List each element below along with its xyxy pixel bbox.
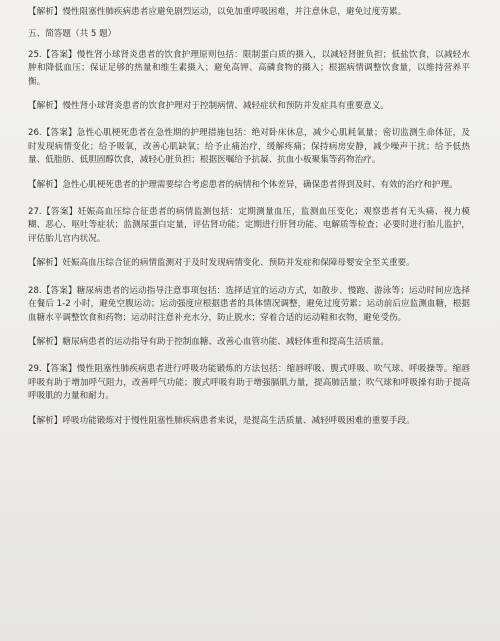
analysis-paragraph-27: 【解析】妊娠高血压综合征的病情监测对于及时发现病情变化、预防并发症和保障母婴安全至关重要。 bbox=[28, 258, 415, 269]
analysis-paragraph-29: 【解析】呼吸功能锻炼对于慢性阻塞性肺疾病患者来说，是提高生活质量、减轻呼吸困难的重要手段。 bbox=[28, 415, 415, 426]
analysis-paragraph-26: 【解析】急性心肌梗死患者的护理需要综合考虑患者的病情和个体差异，确保患者得到及时、有效的治疗和护理。 bbox=[28, 179, 458, 190]
analysis-paragraph-28: 【解析】糖尿病患者的运动指导有助于控制血糖、改善心血管功能、减轻体重和提高生活质量。 bbox=[28, 336, 389, 347]
answer-paragraph-28: 28.【答案】糖尿病患者的运动指导注意事项包括：选择适宜的运动方式，如散步、慢跑、游泳等；运动时间应选择在餐后 1-2 小时，避免空腹运动；运动强度应根据患者的具体情况调整，避免过度劳累；运动前后应监测血糖，根据血糖水平调整饮食和药物；运动时注意补充水分，防止脱水；穿着合适的运动鞋和衣物，避免受伤。 bbox=[28, 285, 470, 323]
answer-paragraph-27: 27.【答案】妊娠高血压综合征患者的病情监测包括：定期测量血压，监测血压变化；观察患者有无头痛、视力模糊、恶心、呕吐等症状；监测尿蛋白定量，评估肾功能；定期进行肝肾功能、电解质等检查；必要时进行胎儿监护，评估胎儿宫内状况。 bbox=[28, 207, 470, 244]
answer-paragraph-29: 29.【答案】慢性阻塞性肺疾病患者进行呼吸功能锻炼的方法包括：缩唇呼吸、腹式呼吸、吹气球、呼吸操等。缩唇呼吸有助于增加呼气阻力，改善呼气功能；腹式呼吸有助于增强膈肌力量，提高肺活量；吹气球和呼吸操有助于提高呼吸肌的力量和耐力。 bbox=[28, 364, 470, 402]
analysis-paragraph: 【解析】慢性阻塞性肺疾病患者应避免剧烈运动，以免加重呼吸困难，并注意休息，避免过度劳累。 bbox=[28, 7, 407, 17]
section-heading: 五、简答题（共 5 题） bbox=[28, 29, 117, 40]
answer-paragraph-25: 25.【答案】慢性肾小球肾炎患者的饮食护理原则包括：限制蛋白质的摄入，以减轻肾脏负担；低盐饮食，以减轻水肿和降低血压；保证足够的热量和维生素摄入；避免高钾、高磷食物的摄入；根据病情调整饮食量，以维持营养平衡。 bbox=[28, 49, 470, 87]
answer-paragraph-26: 26.【答案】急性心肌梗死患者在急性期的护理措施包括：绝对卧床休息，减少心肌耗氧量；密切监测生命体征，及时发现病情变化；给予吸氧，改善心肌缺氧；给予止痛治疗，缓解疼痛；保持病房安静，减少噪声干扰；给予低热量、低脂肪、低胆固醇饮食，减轻心脏负担；根据医嘱给予抗凝、抗血小板聚集等药物治疗。 bbox=[28, 128, 470, 166]
analysis-paragraph-25: 【解析】慢性肾小球肾炎患者的饮食护理对于控制病情、减轻症状和预防并发症具有重要意义。 bbox=[28, 101, 389, 112]
